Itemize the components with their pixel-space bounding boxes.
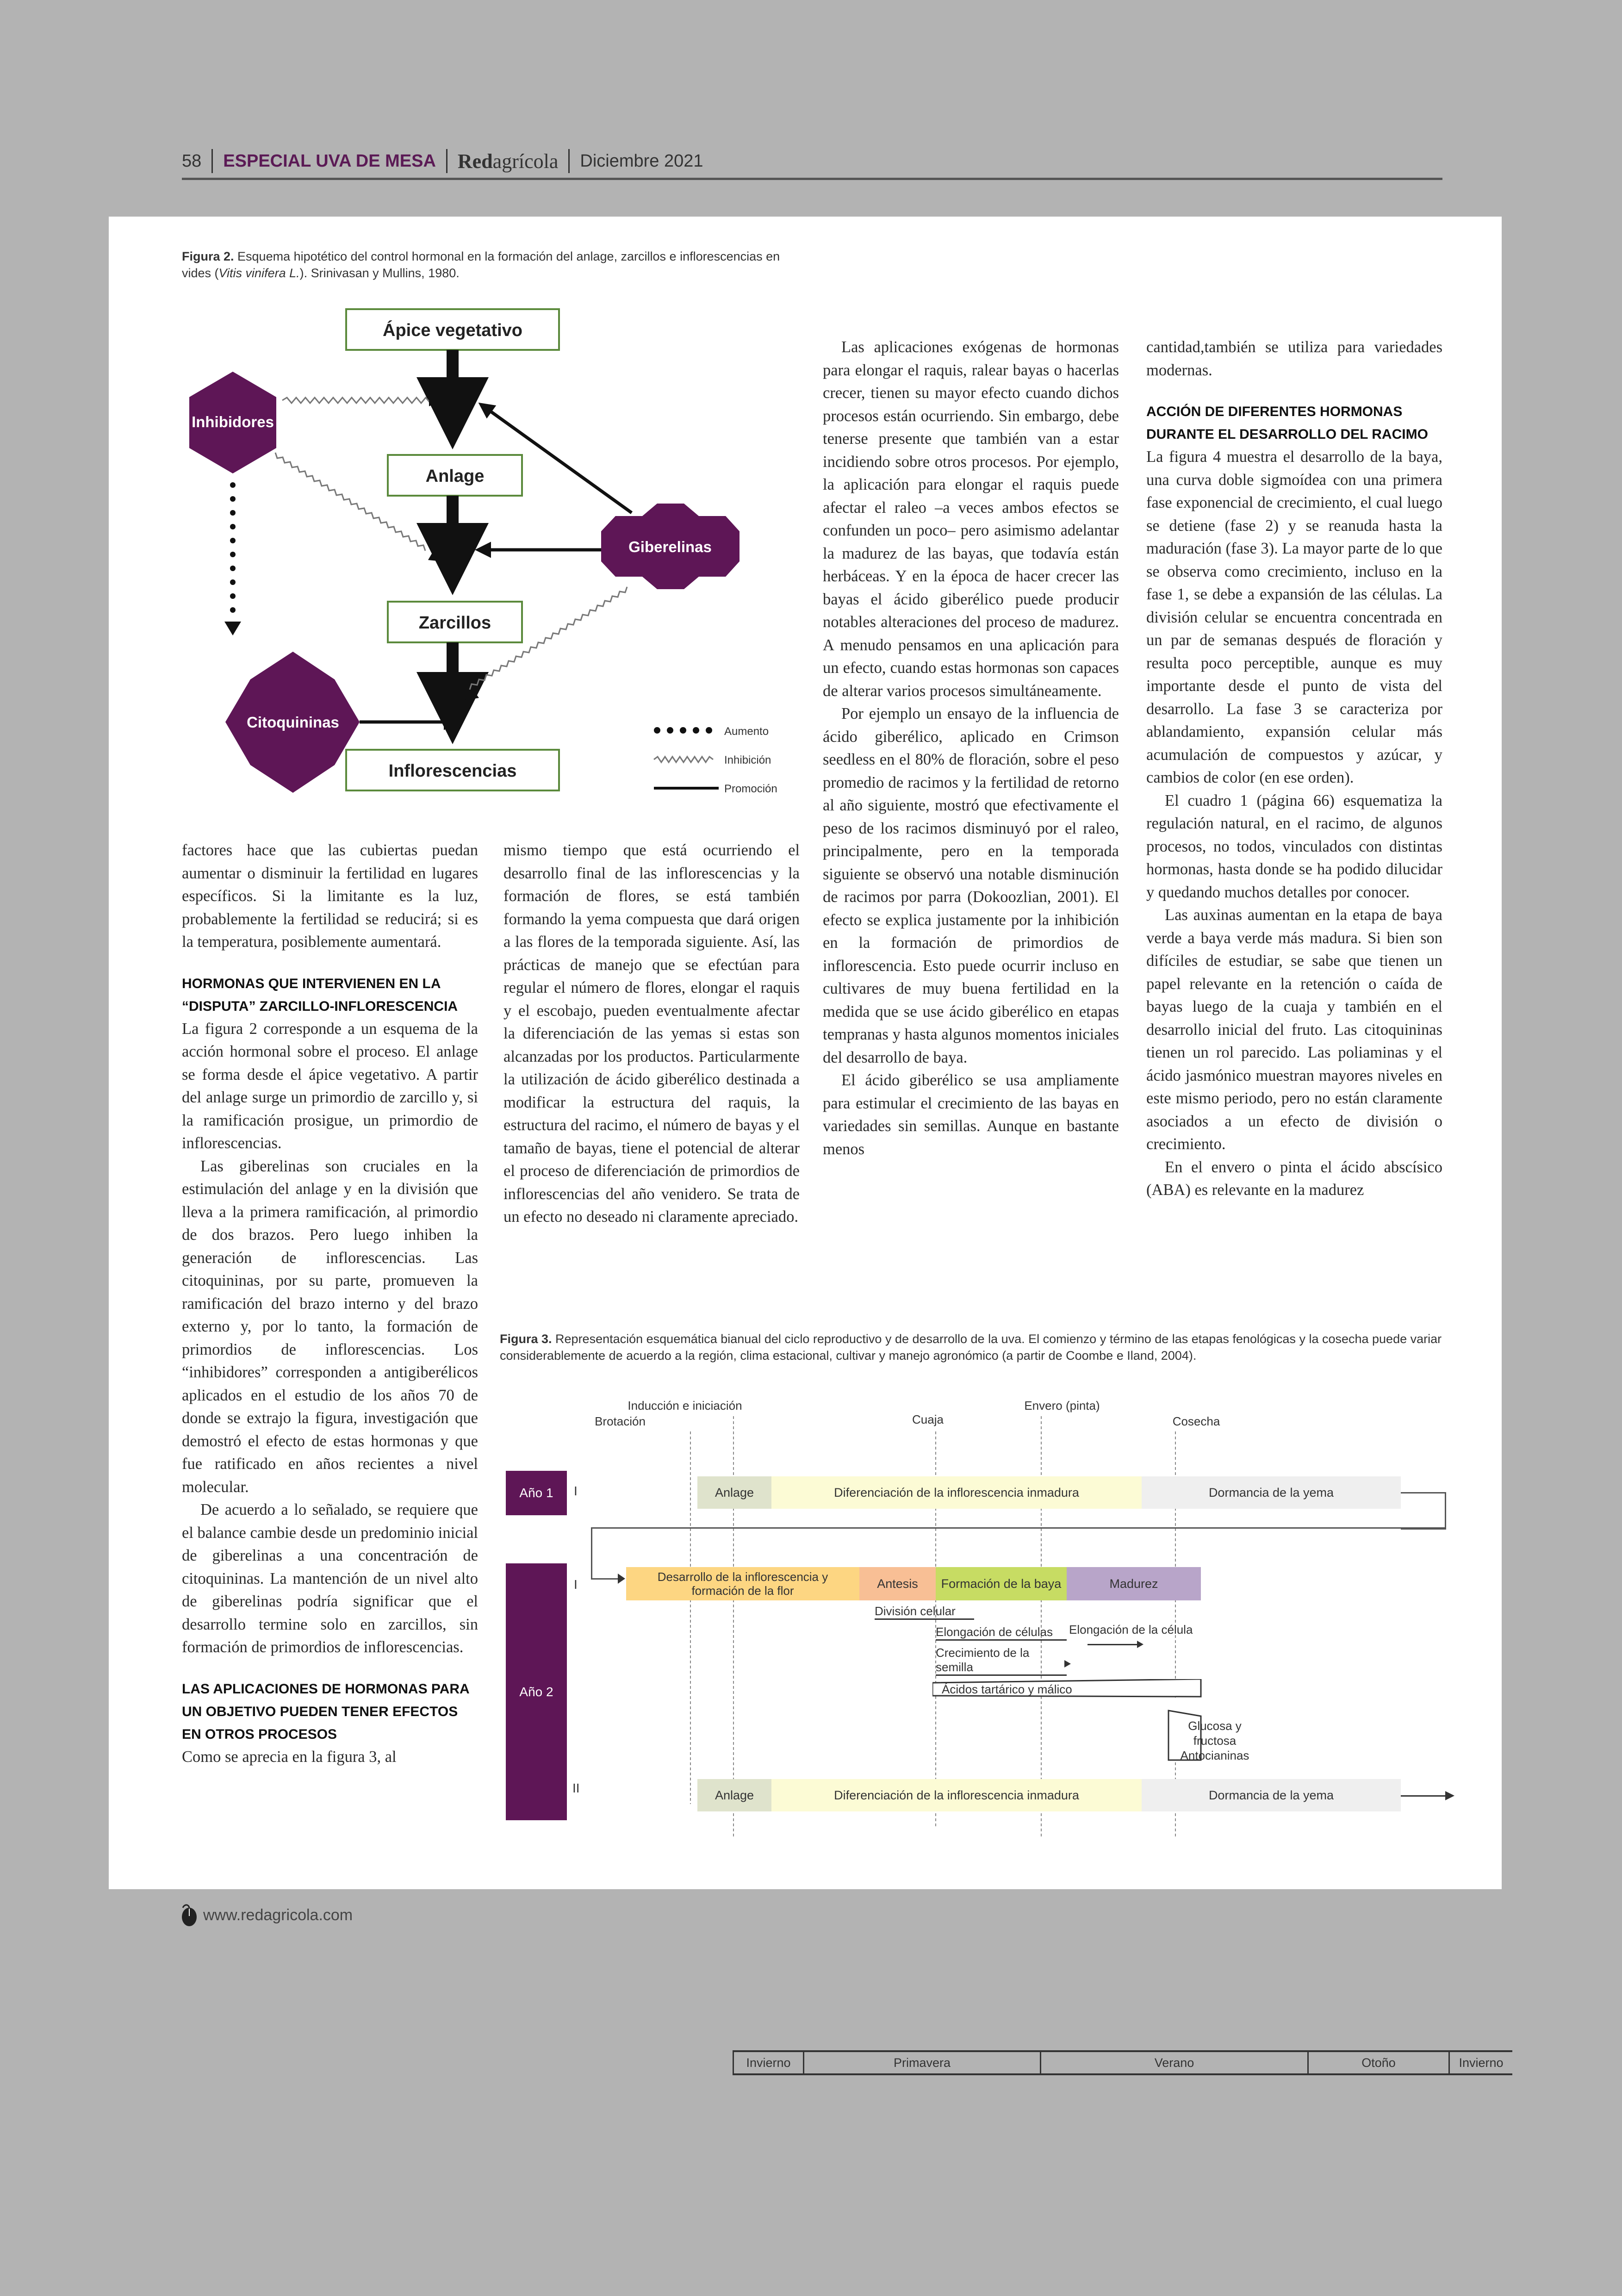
stage-label-envero: Envero (pinta) <box>1024 1399 1100 1412</box>
svg-text:Inhibidores: Inhibidores <box>192 413 274 430</box>
roman-numeral: I <box>574 1577 578 1592</box>
paragraph: En el envero o pinta el ácido abscísico (ABA) es relevante en la madurez <box>1146 1158 1442 1199</box>
svg-text:Inflorescencias: Inflorescencias <box>388 761 517 781</box>
website-link[interactable]: www.redagricola.com <box>203 1906 353 1924</box>
svg-text:Anlage: Anlage <box>425 467 485 486</box>
figure-2-diagram <box>109 217 849 818</box>
increase-inhibidores-citoquininas <box>224 482 241 635</box>
paragraph: Como se aprecia en la figura 3, al <box>182 1748 397 1766</box>
paragraph: Las aplicaciones exógenas de hormonas para elongar el raquis, ralear bayas o hacerlas crecer, tienen su mayor efecto cuando dichos procesos están ocurriendo. Sin embargo, debe tenerse presente que también van a estar incidiendo sobre otros procesos. Por ejemplo, la aplicación para elongar el raquis puede afectar el raleo –a veces ambos efectos se confunden un poco– pero asimismo adelantar la madurez de las bayas, que todavía están herbáceas. Y en la época de hacer crecer las bayas el ácido giberélico puede producir notables alteraciones del proceso de madurez. A menudo pensamos en una aplicación para un efecto, cuando estas hormonas son capaces de alterar varios procesos simultáneamente. <box>823 338 1119 700</box>
svg-text:Inhibición: Inhibición <box>724 754 771 766</box>
legend-aumento <box>654 725 769 738</box>
hex-inhibidores <box>189 372 276 473</box>
bar-dormancia-year2: Dormancia de la yema <box>1142 1779 1401 1811</box>
svg-text:Promoción: Promoción <box>724 783 777 795</box>
stage-label-cuaja: Cuaja <box>912 1412 944 1426</box>
bar-diferenciacion-year1: Diferenciación de la inflorescencia inmadura <box>771 1476 1142 1509</box>
box-zarcillos <box>388 602 522 642</box>
box-anlage <box>388 455 522 496</box>
text-column-right <box>1146 336 1442 1202</box>
paragraph: cantidad,también se utiliza para variedades modernas. <box>1146 338 1442 379</box>
paragraph: Por ejemplo un ensayo de la influencia de ácido giberélico, aplicado en Crimson seedless en el 80% de floración, sobre el peso promedio de racimos y la fertilidad de retorno al año siguiente, mostró que efectivamente el peso de los racimos disminuyó por el raleo, principalmente, pero en la temporada siguiente se observó una notable disminución de racimos por parra (Dokoozlian, 2001). El efecto se explica justamente por la inhibición en la formación de primordios de inflorescencia. Esto puede ocurrir incluso en cultivares de muy buena fertilidad en la medida que se use ácido giberélico en etapas tempranas y hasta algunos momentos iniciales del desarrollo de baya. <box>823 705 1119 1066</box>
hex-citoquininas <box>225 652 360 793</box>
season-invierno-2: Invierno <box>1450 2050 1512 2075</box>
figure-3-caption: Figura 3. Representación esquemática bianual del ciclo reproductivo y de desarrollo de la uva. El comienzo y término de las etapas fenológicas y la cosecha puede variar considerablemente de acuerdo a la región, clima estacional, cultivar y manejo agronómico (a partir de Coombe e Iland, 2004). <box>500 1332 1442 1363</box>
process-elongacion-celulas: Elongación de células <box>936 1625 1067 1641</box>
paragraph: Las auxinas aumentan en la etapa de baya verde a baya verde más madura. Si bien son difíciles de estudiar, se sabe que tienen un papel relevante en la retención o caída de bayas luego de la cuaja y también en el desarrollo inicial del fruto. Las citoquininas tienen un rol parecido. Las poliaminas y el ácido jasmónico muestran mayores niveles en este mismo periodo, pero no están claramente asociados a un efecto de división o crecimiento. <box>1146 906 1442 1153</box>
arrow-line <box>1401 1795 1447 1797</box>
text-column-left <box>182 839 478 1768</box>
figure-2-caption: Figura 2. Esquema hipotético del control hormonal en la formación del anlage, zarcillos e inflorescencias en vides (Vitis vinifera L.). Srinivasan y Mullins, 1980. <box>182 249 780 280</box>
svg-text:Citoquininas: Citoquininas <box>247 714 339 731</box>
issue-date: Diciembre 2021 <box>580 151 703 171</box>
legend-inhibicion <box>654 754 771 766</box>
paragraph: Las giberelinas son cruciales en la estimulación del anlage y en la división que lleva a la primera ramificación, al primordio de dos brazos. Pero luego inhiben la generación de inflorescencias. Las citoquininas, por su parte, promueven la ramificación del brazo interno y del brazo externo y, por lo tanto, la formación de primordios de inflorescencias. Los “inhibidores” corresponden a antigiberélicos aplicados en el estudio de los años 70 de donde se extrajo la figura, investigación que demostró el efecto de estas hormonas y que fue ratificado en años recientes a nivel molecular. <box>182 1157 478 1496</box>
stage-label-induccion: Inducción e iniciación <box>628 1399 742 1412</box>
year-1-badge: Año 1 <box>506 1471 567 1515</box>
season-verano: Verano <box>1041 2050 1309 2075</box>
year-2-badge: Año 2 <box>506 1563 567 1820</box>
mouse-icon <box>178 1903 199 1927</box>
svg-text:Aumento: Aumento <box>724 725 769 738</box>
bar-formacion-baya: Formación de la baya <box>936 1567 1067 1600</box>
brand-logo: Redagrícola <box>457 149 559 173</box>
paragraph: factores hace que las cubiertas puedan aumentar o disminuir la fertilidad en lugares específicos. Si la limitante es la luz, probablemente la fertilidad se reducirá; si es la temperatura, posiblemente aumentará. <box>182 841 478 951</box>
svg-text:Zarcillos: Zarcillos <box>418 613 491 633</box>
paragraph: La figura 2 corresponde a un esquema de la acción hormonal sobre el proceso. El anlage se forma desde el ápice vegetativo. A partir del anlage surge un primordio de zarcillo y, si la ramificación prosigue, un primordio de inflorescencias. <box>182 1020 478 1152</box>
bar-antesis: Antesis <box>859 1567 936 1600</box>
process-elongacion-celula: Elongación de la célula <box>1069 1623 1193 1636</box>
process-division-celular: División celular <box>875 1604 974 1620</box>
process-crecimiento-semilla: Crecimiento de la semilla <box>936 1646 1067 1676</box>
bar-diferenciacion-year2: Diferenciación de la inflorescencia inmadura <box>771 1779 1142 1811</box>
roman-numeral: I <box>574 1484 578 1498</box>
header-divider <box>568 149 570 173</box>
header-divider <box>211 149 213 173</box>
connector-line <box>1401 1492 1446 1530</box>
arrow-head-icon <box>618 1574 625 1584</box>
arrow-head-icon <box>1064 1660 1071 1668</box>
hex-giberelinas <box>601 504 740 589</box>
connector-line <box>591 1527 1445 1529</box>
stage-label-cosecha: Cosecha <box>1172 1414 1220 1428</box>
season-primavera: Primavera <box>804 2050 1041 2075</box>
paragraph: mismo tiempo que está ocurriendo el desarrollo final de las inflorescencias y la formación de flores, se está también formando la yema compuesta que dará origen a las flores de la temporada siguiente. Así, las prácticas de manejo que se efectúan para regular el número de flores, elongar el raquis y el escobajo, pueden eventualmente afectar la diferenciación de las yemas si estas son alcanzadas por los productos. Particularmente la utilización de ácido giberélico destinada a modificar la estructura del raquis, la estructura del racimo, el número de bayas y el tamaño de bayas, tiene el potencial de alterar el proceso de diferenciación de primordios de inflorescencias del año venidero. Se trata de un efecto no deseado ni claramente apreciado. <box>503 841 800 1226</box>
text-column-middle-bottom <box>503 839 800 1229</box>
process-glucosa: Glucosa y fructosa Antocianinas <box>1180 1719 1249 1762</box>
season-otono: Otoño <box>1309 2050 1450 2075</box>
inhibition-inhibidores-apice <box>282 394 441 406</box>
stage-label-brotacion: Brotación <box>595 1414 646 1428</box>
text-column-middle-top <box>823 336 1119 1161</box>
box-apice-vegetativo <box>346 309 559 350</box>
box-inflorescencias <box>346 750 559 790</box>
process-acidos: Ácidos tartárico y málico <box>942 1682 1072 1696</box>
paragraph: El cuadro 1 (página 66) esquematiza la regulación natural, en el racimo, de algunos procesos, no todos, vinculados con distintas hormonas, hasta donde se ha podido dilucidar y quedando muchos detalles por conocer. <box>1146 791 1442 901</box>
legend-promocion <box>654 783 777 795</box>
bar-dormancia-year1: Dormancia de la yema <box>1142 1476 1401 1509</box>
paragraph: El ácido giberélico se usa ampliamente para estimular el crecimiento de las bayas en variedades sin semillas. Aunque en bastante menos <box>823 1071 1119 1158</box>
paragraph: La figura 4 muestra el desarrollo de la baya, una curva doble sigmoídea con una primera fase exponencial de crecimiento, el cual luego se detiene (fase 2) y se reanuda hasta la maduración (fase 3). La mayor parte de lo que se observa como crecimiento, incluso en la fase 1, se debe a expansión de las células. La división celular se encuentra concentrada en un par de semanas después de floración y resulta poco perceptible, aunque es muy importante desde el punto de vista del desarrollo. La fase 3 se caracteriza por ablandamiento, expansión celular más acumulación de compuestos y azúcar, y cambios de color (en ese orden). <box>1146 448 1442 786</box>
svg-text:Ápice vegetativo: Ápice vegetativo <box>383 321 522 340</box>
section-heading: ACCIÓN DE DIFERENTES HORMONAS DURANTE EL DESARROLLO DEL RACIMO <box>1146 404 1428 442</box>
season-invierno-1: Invierno <box>733 2050 804 2075</box>
roman-numeral: II <box>572 1781 580 1795</box>
arrow-head-icon <box>1445 1791 1454 1800</box>
paragraph: De acuerdo a lo señalado, se requiere que el balance cambie desde un predominio inicial de giberelinas a una concentración de citoquininas. La mantención de un nivel alto de giberelinas podría significar que el desarrollo termine solo en zarcillos, sin formación de primordios de inflorescencias. <box>182 1501 478 1656</box>
bar-anlage-year2: Anlage <box>697 1779 771 1811</box>
section-title: ESPECIAL UVA DE MESA <box>223 151 436 171</box>
bar-madurez: Madurez <box>1067 1567 1201 1600</box>
connector-line <box>591 1527 592 1579</box>
svg-text:Giberelinas: Giberelinas <box>628 538 712 555</box>
header-divider <box>446 149 447 173</box>
section-heading: HORMONAS QUE INTERVIENEN EN LA “DISPUTA” ZARCILLO-INFLORESCENCIA <box>182 976 458 1014</box>
arrow-head-icon <box>1137 1641 1143 1648</box>
section-heading: LAS APLICACIONES DE HORMONAS PARA UN OBJETIVO PUEDEN TENER EFECTOS EN OTROS PROCESOS <box>182 1681 469 1742</box>
page-footer <box>178 1903 353 1927</box>
bar-anlage-year1: Anlage <box>697 1476 771 1509</box>
page-number: 58 <box>182 151 202 171</box>
bar-desarrollo-inflorescencia: Desarrollo de la inflorescencia y formación de la flor <box>626 1567 859 1600</box>
connector-line <box>591 1578 620 1580</box>
page-header <box>182 144 1442 180</box>
arrow-line-elongacion <box>1088 1644 1138 1645</box>
